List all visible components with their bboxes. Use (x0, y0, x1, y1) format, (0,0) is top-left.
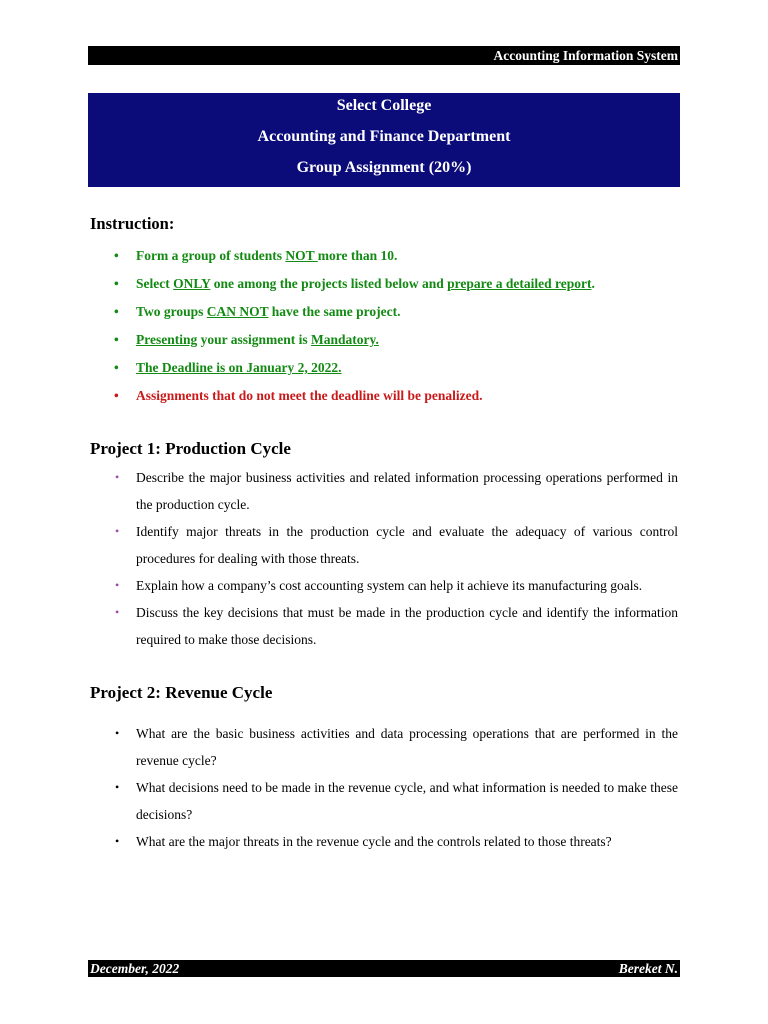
list-item: • Discuss the key decisions that must be made in the production cycle and identify the information required to make those decisions. (112, 599, 678, 653)
header-title: Accounting Information System (493, 48, 678, 63)
assignment-title: Group Assignment (20%) (296, 159, 472, 176)
project1-list (112, 464, 678, 653)
instruction-heading: Instruction: (90, 214, 175, 233)
list-item: • Identify major threats in the production cycle and evaluate the adequacy of various control procedures for dealing with those threats. (112, 518, 678, 572)
instruction-item: • Select ONLY one among the projects listed below and prepare a detailed report. (112, 274, 682, 302)
instruction-item: • The Deadline is on January 2, 2022. (112, 358, 682, 386)
instruction-item: • Presenting your assignment is Mandatory. (112, 330, 682, 358)
footer-author: Bereket N. (618, 961, 678, 976)
list-item: • What are the basic business activities and data processing operations that are performed in the revenue cycle? (112, 720, 678, 774)
title-box (88, 93, 680, 187)
list-item: • Describe the major business activities and related information processing operations performed in the production cycle. (112, 464, 678, 518)
list-item: • What are the major threats in the revenue cycle and the controls related to those threats? (112, 828, 678, 855)
page-footer (88, 960, 680, 977)
list-item: • Explain how a company’s cost accounting system can help it achieve its manufacturing goals. (112, 572, 678, 599)
college-name: Select College (336, 97, 432, 114)
bullet-icon: • (114, 360, 119, 375)
bullet-icon: • (114, 304, 119, 319)
bullet-icon: • (115, 834, 120, 848)
project2-list (112, 720, 678, 855)
bullet-icon: • (115, 605, 120, 619)
instruction-item-warning: • Assignments that do not meet the deadline will be penalized. (112, 386, 682, 414)
bullet-icon: • (115, 524, 120, 538)
footer-date: December, 2022 (90, 961, 180, 976)
bullet-icon: • (115, 578, 120, 592)
bullet-icon: • (114, 332, 119, 347)
instruction-item: • Form a group of students NOT more than 10. (112, 246, 682, 274)
bullet-icon: • (115, 780, 120, 794)
bullet-icon: • (115, 470, 120, 484)
list-item: • What decisions need to be made in the revenue cycle, and what information is needed to make these decisions? (112, 774, 678, 828)
project2-heading: Project 2: Revenue Cycle (90, 683, 273, 702)
instruction-list (112, 246, 682, 414)
page-header (88, 46, 680, 65)
bullet-icon: • (114, 276, 119, 291)
department-name: Accounting and Finance Department (257, 128, 511, 145)
project1-heading: Project 1: Production Cycle (90, 439, 291, 458)
bullet-icon: • (114, 388, 119, 403)
bullet-icon: • (115, 726, 120, 740)
instruction-item: • Two groups CAN NOT have the same project. (112, 302, 682, 330)
bullet-icon: • (114, 248, 119, 263)
